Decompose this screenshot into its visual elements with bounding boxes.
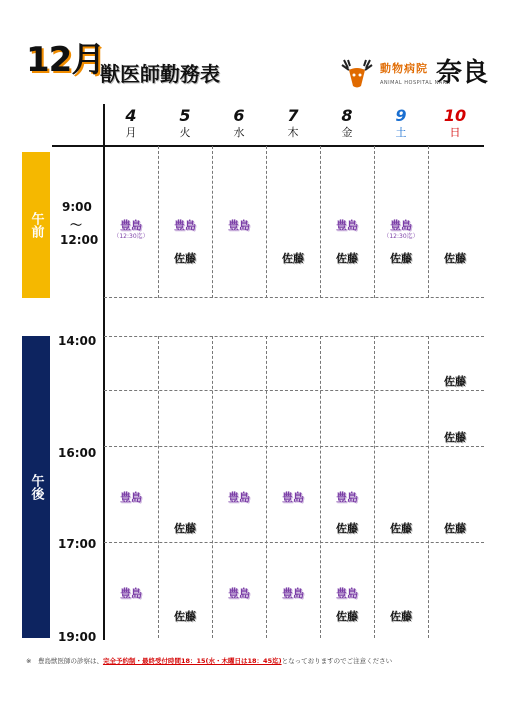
month-heading: 12月 [26, 40, 105, 80]
doctor-sato: 佐藤 [390, 522, 412, 535]
day-header-0 [104, 106, 158, 140]
doctor-sato: 佐藤 [444, 252, 466, 265]
time-16-00: 16:00 [58, 446, 97, 460]
time-tilde: ～ [70, 218, 83, 232]
footnote-prefix: ※ 豊島獣医師の診察は、 [26, 657, 103, 665]
doctor-toyoshima: 豊島 [282, 491, 304, 504]
doctor-sato: 佐藤 [444, 431, 466, 444]
day-weekday: 日 [449, 126, 461, 139]
logo-nara-text: 奈良 [436, 58, 489, 88]
doctor-sato: 佐藤 [174, 522, 196, 535]
time-19-00: 19:00 [58, 630, 97, 644]
header-divider [52, 145, 484, 147]
doctor-toyoshima: 豊島 [336, 587, 358, 600]
doctor-toyoshima: 豊島 [120, 587, 142, 600]
day-weekday: 月 [125, 126, 137, 139]
column-divider [374, 336, 375, 638]
row-divider [104, 446, 484, 447]
day-number: 5 [179, 106, 191, 125]
logo-japanese-text: 動物病院 [380, 62, 428, 75]
time-12-00: 12:00 [60, 233, 99, 247]
doctor-sato: 佐藤 [336, 610, 358, 623]
column-divider [428, 146, 429, 298]
doctor-sato: 佐藤 [390, 252, 412, 265]
afternoon-bar: 午後 [22, 336, 50, 638]
time-column-divider [103, 104, 105, 640]
day-header-4 [320, 106, 374, 140]
doctor-toyoshima: 豊島 [336, 219, 358, 232]
doctor-sato: 佐藤 [444, 375, 466, 388]
row-divider [104, 297, 484, 298]
deer-antler-icon [340, 56, 374, 90]
doctor-sato: 佐藤 [174, 610, 196, 623]
time-14-00: 14:00 [58, 334, 97, 348]
page-title: 獣医師勤務表 [100, 62, 220, 86]
doctor-sato: 佐藤 [444, 522, 466, 535]
doctor-toyoshima: 豊島 [228, 219, 250, 232]
day-number: 7 [287, 106, 299, 125]
doctor-toyoshima: 豊島 [174, 219, 196, 232]
day-weekday: 木 [287, 126, 299, 139]
day-weekday: 水 [233, 126, 245, 139]
doctor-toyoshima: 豊島 [120, 219, 142, 232]
doctor-sato: 佐藤 [336, 522, 358, 535]
column-divider [266, 146, 267, 298]
day-weekday: 金 [341, 126, 353, 139]
day-number: 10 [443, 106, 467, 125]
footnote-highlight: 完全予約制・最終受付時間18：15(水・木曜日は18：45迄) [102, 657, 282, 665]
doctor-sato: 佐藤 [174, 252, 196, 265]
shift-note: （12:30迄） [113, 233, 149, 240]
row-divider [104, 390, 484, 391]
row-divider [104, 542, 484, 543]
footnote-suffix: となっておりますのでご注意ください [281, 657, 393, 665]
doctor-toyoshima: 豊島 [120, 491, 142, 504]
logo-english-text: ANIMAL HOSPITAL NARA [380, 80, 451, 86]
hospital-logo [340, 54, 490, 100]
time-9-00: 9:00 [62, 200, 92, 214]
doctor-toyoshima: 豊島 [228, 491, 250, 504]
day-header-1 [158, 106, 212, 140]
day-number: 8 [341, 106, 353, 125]
doctor-sato: 佐藤 [336, 252, 358, 265]
day-number: 6 [233, 106, 245, 125]
row-divider [104, 336, 484, 337]
shift-note: （12:30迄） [383, 233, 419, 240]
doctor-toyoshima: 豊島 [282, 587, 304, 600]
doctor-sato: 佐藤 [390, 610, 412, 623]
doctor-toyoshima: 豊島 [336, 491, 358, 504]
day-header-5 [374, 106, 428, 140]
day-number: 4 [125, 106, 137, 125]
day-weekday: 火 [179, 126, 191, 139]
time-17-00: 17:00 [58, 537, 97, 551]
column-divider [158, 336, 159, 638]
day-header-3 [266, 106, 320, 140]
day-weekday: 土 [395, 126, 407, 139]
day-number: 9 [395, 106, 407, 125]
doctor-toyoshima: 豊島 [390, 219, 412, 232]
doctor-toyoshima: 豊島 [228, 587, 250, 600]
doctor-sato: 佐藤 [282, 252, 304, 265]
day-header-2 [212, 106, 266, 140]
footnote [26, 656, 392, 665]
day-header-6 [428, 106, 482, 140]
morning-bar: 午前 [22, 152, 50, 298]
